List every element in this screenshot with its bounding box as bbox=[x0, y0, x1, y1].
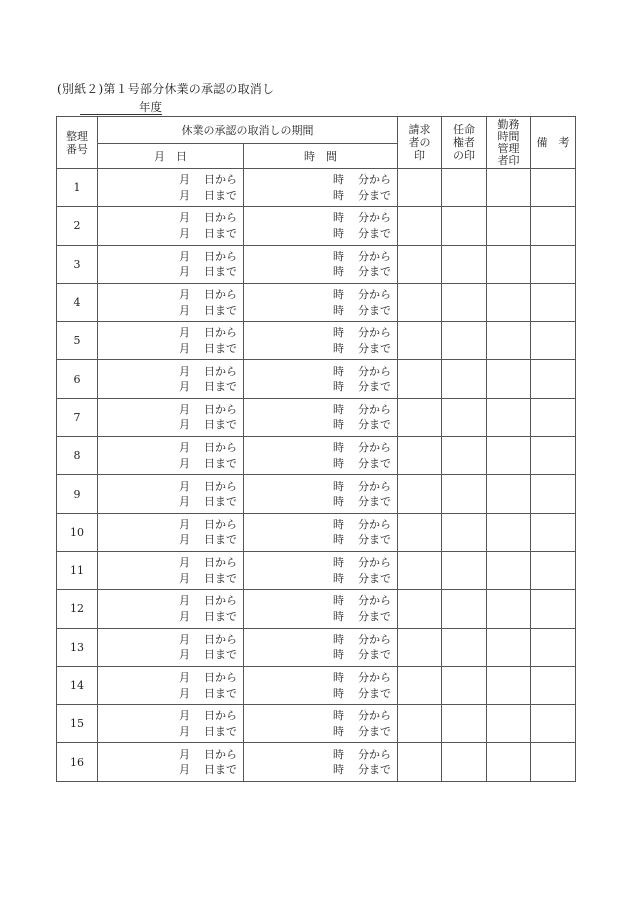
row-number: 14 bbox=[57, 666, 98, 704]
remarks-cell[interactable] bbox=[531, 360, 576, 398]
time-cell[interactable]: 時 分から 時 分まで bbox=[244, 551, 398, 589]
table-row bbox=[57, 245, 576, 283]
table-row bbox=[57, 628, 576, 666]
attendance-manager-seal-cell[interactable] bbox=[487, 590, 531, 628]
appointer-seal-cell[interactable] bbox=[442, 551, 487, 589]
remarks-cell[interactable] bbox=[531, 283, 576, 321]
table-row bbox=[57, 743, 576, 781]
attendance-manager-seal-cell[interactable] bbox=[487, 437, 531, 475]
remarks-cell[interactable] bbox=[531, 322, 576, 360]
attendance-manager-seal-cell[interactable] bbox=[487, 360, 531, 398]
month-day-cell[interactable]: 月 日から 月 日まで bbox=[98, 590, 244, 628]
row-number: 9 bbox=[57, 475, 98, 513]
row-number: 6 bbox=[57, 360, 98, 398]
appointer-seal-cell[interactable] bbox=[442, 666, 487, 704]
attendance-manager-seal-cell[interactable] bbox=[487, 628, 531, 666]
appointer-seal-cell[interactable] bbox=[442, 475, 487, 513]
remarks-cell[interactable] bbox=[531, 551, 576, 589]
appointer-seal-cell[interactable] bbox=[442, 743, 487, 781]
table-row bbox=[57, 360, 576, 398]
time-cell[interactable]: 時 分から 時 分まで bbox=[244, 207, 398, 245]
row-number: 12 bbox=[57, 590, 98, 628]
requester-seal-cell[interactable] bbox=[398, 207, 442, 245]
document-title: (別紙２)第１号部分休業の承認の取消し bbox=[57, 82, 275, 96]
requester-seal-cell[interactable] bbox=[398, 322, 442, 360]
table-row bbox=[57, 322, 576, 360]
table-row bbox=[57, 666, 576, 704]
appointer-seal-cell[interactable] bbox=[442, 628, 487, 666]
month-day-cell[interactable]: 月 日から 月 日まで bbox=[98, 666, 244, 704]
requester-seal-cell[interactable] bbox=[398, 398, 442, 436]
attendance-manager-seal-cell[interactable] bbox=[487, 666, 531, 704]
row-number: 16 bbox=[57, 743, 98, 781]
header-appointer-seal: 任命 権者 の印 bbox=[442, 117, 487, 169]
requester-seal-cell[interactable] bbox=[398, 590, 442, 628]
appointer-seal-cell[interactable] bbox=[442, 360, 487, 398]
requester-seal-cell[interactable] bbox=[398, 169, 442, 207]
time-cell[interactable]: 時 分から 時 分まで bbox=[244, 245, 398, 283]
table-row bbox=[57, 169, 576, 207]
header-time: 時 間 bbox=[244, 144, 398, 169]
header-requester-seal: 請求 者の 印 bbox=[398, 117, 442, 169]
row-number: 15 bbox=[57, 705, 98, 743]
time-cell[interactable]: 時 分から 時 分まで bbox=[244, 590, 398, 628]
header-month-day: 月 日 bbox=[98, 144, 244, 169]
remarks-cell[interactable] bbox=[531, 398, 576, 436]
requester-seal-cell[interactable] bbox=[398, 628, 442, 666]
attendance-manager-seal-cell[interactable] bbox=[487, 475, 531, 513]
month-day-cell[interactable]: 月 日から 月 日まで bbox=[98, 628, 244, 666]
fiscal-year-field[interactable] bbox=[80, 100, 162, 115]
remarks-cell[interactable] bbox=[531, 169, 576, 207]
appointer-seal-cell[interactable] bbox=[442, 398, 487, 436]
time-cell[interactable]: 時 分から 時 分まで bbox=[244, 283, 398, 321]
row-number: 5 bbox=[57, 322, 98, 360]
fiscal-year-label: 年度 bbox=[139, 100, 162, 114]
attendance-manager-seal-cell[interactable] bbox=[487, 283, 531, 321]
requester-seal-cell[interactable] bbox=[398, 475, 442, 513]
requester-seal-cell[interactable] bbox=[398, 360, 442, 398]
table-row bbox=[57, 551, 576, 589]
attendance-manager-seal-cell[interactable] bbox=[487, 207, 531, 245]
requester-seal-cell[interactable] bbox=[398, 743, 442, 781]
month-day-cell[interactable]: 月 日から 月 日まで bbox=[98, 705, 244, 743]
month-day-cell[interactable]: 月 日から 月 日まで bbox=[98, 360, 244, 398]
month-day-cell[interactable]: 月 日から 月 日まで bbox=[98, 322, 244, 360]
requester-seal-cell[interactable] bbox=[398, 666, 442, 704]
time-cell[interactable]: 時 分から 時 分まで bbox=[244, 169, 398, 207]
remarks-cell[interactable] bbox=[531, 437, 576, 475]
month-day-cell[interactable]: 月 日から 月 日まで bbox=[98, 437, 244, 475]
time-cell[interactable]: 時 分から 時 分まで bbox=[244, 705, 398, 743]
attendance-manager-seal-cell[interactable] bbox=[487, 705, 531, 743]
appointer-seal-cell[interactable] bbox=[442, 245, 487, 283]
appointer-seal-cell[interactable] bbox=[442, 705, 487, 743]
remarks-cell[interactable] bbox=[531, 743, 576, 781]
row-number: 7 bbox=[57, 398, 98, 436]
appointer-seal-cell[interactable] bbox=[442, 283, 487, 321]
appointer-seal-cell[interactable] bbox=[442, 513, 487, 551]
remarks-cell[interactable] bbox=[531, 666, 576, 704]
time-cell[interactable]: 時 分から 時 分まで bbox=[244, 437, 398, 475]
remarks-cell[interactable] bbox=[531, 590, 576, 628]
attendance-manager-seal-cell[interactable] bbox=[487, 245, 531, 283]
remarks-cell[interactable] bbox=[531, 207, 576, 245]
appointer-seal-cell[interactable] bbox=[442, 437, 487, 475]
table-row bbox=[57, 283, 576, 321]
requester-seal-cell[interactable] bbox=[398, 551, 442, 589]
table-row bbox=[57, 705, 576, 743]
requester-seal-cell[interactable] bbox=[398, 705, 442, 743]
time-cell[interactable]: 時 分から 時 分まで bbox=[244, 666, 398, 704]
row-number: 1 bbox=[57, 169, 98, 207]
appointer-seal-cell[interactable] bbox=[442, 322, 487, 360]
attendance-manager-seal-cell[interactable] bbox=[487, 513, 531, 551]
cancellation-table bbox=[56, 116, 576, 782]
appointer-seal-cell[interactable] bbox=[442, 590, 487, 628]
time-cell[interactable]: 時 分から 時 分まで bbox=[244, 322, 398, 360]
attendance-manager-seal-cell[interactable] bbox=[487, 398, 531, 436]
month-day-cell[interactable]: 月 日から 月 日まで bbox=[98, 475, 244, 513]
month-day-cell[interactable]: 月 日から 月 日まで bbox=[98, 169, 244, 207]
appointer-seal-cell[interactable] bbox=[442, 169, 487, 207]
row-number: 3 bbox=[57, 245, 98, 283]
time-cell[interactable]: 時 分から 時 分まで bbox=[244, 398, 398, 436]
header-number: 整理 番号 bbox=[57, 117, 98, 169]
time-cell[interactable]: 時 分から 時 分まで bbox=[244, 513, 398, 551]
remarks-cell[interactable] bbox=[531, 475, 576, 513]
time-cell[interactable]: 時 分から 時 分まで bbox=[244, 743, 398, 781]
remarks-cell[interactable] bbox=[531, 513, 576, 551]
requester-seal-cell[interactable] bbox=[398, 283, 442, 321]
time-cell[interactable]: 時 分から 時 分まで bbox=[244, 475, 398, 513]
month-day-cell[interactable]: 月 日から 月 日まで bbox=[98, 207, 244, 245]
table-row bbox=[57, 398, 576, 436]
remarks-cell[interactable] bbox=[531, 245, 576, 283]
table-row bbox=[57, 513, 576, 551]
header-period: 休業の承認の取消しの期間 bbox=[98, 117, 398, 144]
month-day-cell[interactable]: 月 日から 月 日まで bbox=[98, 283, 244, 321]
table-row bbox=[57, 590, 576, 628]
row-number: 13 bbox=[57, 628, 98, 666]
appointer-seal-cell[interactable] bbox=[442, 207, 487, 245]
row-number: 2 bbox=[57, 207, 98, 245]
table-row bbox=[57, 475, 576, 513]
table-row bbox=[57, 437, 576, 475]
attendance-manager-seal-cell[interactable] bbox=[487, 743, 531, 781]
month-day-cell[interactable]: 月 日から 月 日まで bbox=[98, 513, 244, 551]
attendance-manager-seal-cell[interactable] bbox=[487, 169, 531, 207]
attendance-manager-seal-cell[interactable] bbox=[487, 551, 531, 589]
time-cell[interactable]: 時 分から 時 分まで bbox=[244, 628, 398, 666]
row-number: 8 bbox=[57, 437, 98, 475]
month-day-cell[interactable]: 月 日から 月 日まで bbox=[98, 398, 244, 436]
header-remarks: 備 考 bbox=[531, 117, 576, 169]
row-number: 11 bbox=[57, 551, 98, 589]
requester-seal-cell[interactable] bbox=[398, 245, 442, 283]
month-day-cell[interactable]: 月 日から 月 日まで bbox=[98, 743, 244, 781]
requester-seal-cell[interactable] bbox=[398, 513, 442, 551]
time-cell[interactable]: 時 分から 時 分まで bbox=[244, 360, 398, 398]
row-number: 4 bbox=[57, 283, 98, 321]
row-number: 10 bbox=[57, 513, 98, 551]
month-day-cell[interactable]: 月 日から 月 日まで bbox=[98, 245, 244, 283]
remarks-cell[interactable] bbox=[531, 628, 576, 666]
requester-seal-cell[interactable] bbox=[398, 437, 442, 475]
remarks-cell[interactable] bbox=[531, 705, 576, 743]
month-day-cell[interactable]: 月 日から 月 日まで bbox=[98, 551, 244, 589]
header-attendance-manager-seal: 勤務 時間 管理 者印 bbox=[487, 117, 531, 169]
attendance-manager-seal-cell[interactable] bbox=[487, 322, 531, 360]
table-row bbox=[57, 207, 576, 245]
